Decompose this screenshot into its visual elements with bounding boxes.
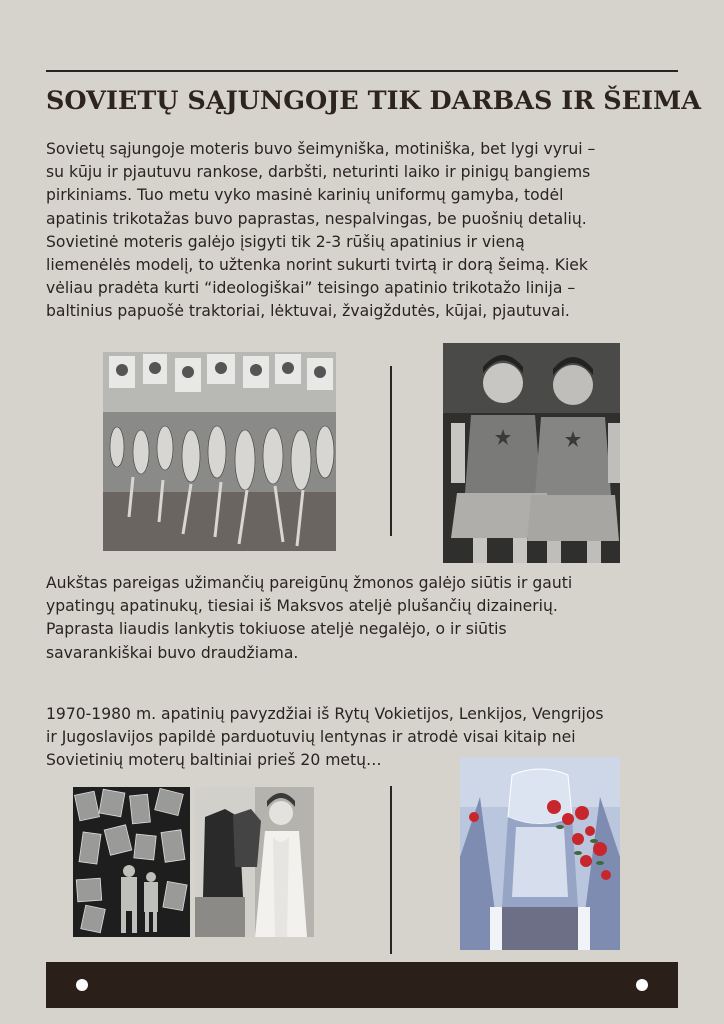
lingerie-display-photo <box>460 757 620 950</box>
footer-bar <box>46 962 678 1008</box>
intro-paragraph: Sovietų sąjungoje moteris buvo šeimyniška, motiniška, bet lygi vyrui – su kūju ir pjautuvu rankose, darbšti, neturinti laiko ir pinigų bangiems pirkiniams. Tuo metu vyko masinė karinių uniformų gamyba, todėl apatinis trikotažas buvo paprastas, nespalvingas, be puošnių detalių. Sovietinė moteris galėjo įsigyti tik 2-3 rūšių apatinius ir vieną liemenėlės modelį, to užtenka norint sukurti tvirtą ir dorą šeimą. Kiek vėliau pradėta kurti “ideologiškai” teisingo apatinio trikotažo linija – baltinius papuošė traktoriai, lėktuvai, žvaigždutės, kūjai, pjautuvai. <box>46 140 596 321</box>
two-women-photo <box>443 343 620 563</box>
third-paragraph: 1970-1980 m. apatinių pavyzdžiai iš Rytų Vokietijos, Lenkijos, Vengrijos ir Jugoslavijos papildė parduotuvių lentynas ir atrodė visai kitaip nei Sovietinių moterų baltiniai prieš 20 metų… <box>46 705 604 770</box>
vertical-divider <box>390 366 392 536</box>
vertical-divider-2 <box>390 786 392 954</box>
sewing-patterns-photo <box>73 787 190 937</box>
footer-dot-left <box>76 979 88 991</box>
parade-photo <box>103 352 336 551</box>
footer-dot-right <box>636 979 648 991</box>
top-divider <box>46 70 678 72</box>
page-title: SOVIETŲ SĄJUNGOJE TIK DARBAS IR ŠEIMA <box>46 86 702 116</box>
second-paragraph: Aukštas pareigas užimančių pareigūnų žmonos galėjo siūtis ir gauti ypatingų apatinukų, tiesiai iš Maksvos ateljė plušančių dizainerių. Paprasta liaudis lankytis tokiuose ateljė negalėjo, o ir siūtis savarankiškai buvo draudžiama. <box>46 574 573 662</box>
atelier-photo <box>195 787 314 937</box>
